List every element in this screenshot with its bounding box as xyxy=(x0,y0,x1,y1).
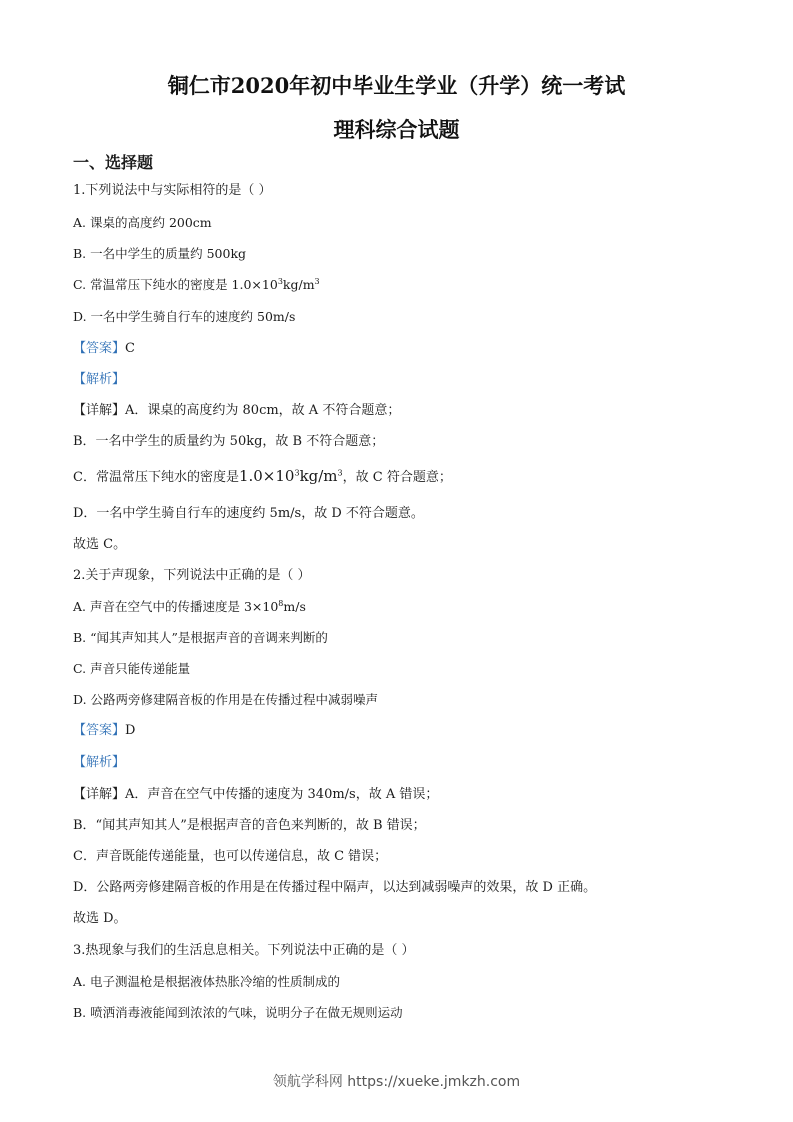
footer-watermark: 领航学科网 https://xueke.jmkzh.com xyxy=(272,1074,521,1090)
q3-stem: 3.热现象与我们的生活息息相关。下列说法中正确的是（ ） xyxy=(73,943,415,958)
q3-option-b: B. 喷洒消毒液能闻到浓浓的气味，说明分子在做无规则运动 xyxy=(73,1005,403,1020)
answer-label: 【答案】 xyxy=(73,341,126,356)
q1-option-c-text: C. 常温常压下纯水的密度是 1.0×10 xyxy=(73,277,278,292)
q1-detail-b: B．一名中学生的质量约为 50kg，故 B 不符合题意； xyxy=(73,434,385,449)
q2-analysis-label: 【解析】 xyxy=(73,755,126,770)
q1-detail-a: 【详解】A．课桌的高度约为 80cm，故 A 不符合题意； xyxy=(73,403,401,418)
answer-value: D xyxy=(125,723,136,738)
q2-detail-c: C．声音既能传递能量，也可以传递信息，故 C 错误； xyxy=(73,849,388,864)
q1-option-c-exponent: 3 xyxy=(277,276,283,286)
q2-option-a xyxy=(73,598,306,616)
q3-option-a: A. 电子测温枪是根据液体热胀冷缩的性质制成的 xyxy=(73,974,340,989)
q1-detail-c-exponent: 3 xyxy=(294,468,300,478)
q2-option-b: B. “闻其声知其人”是根据声音的音调来判断的 xyxy=(73,630,328,645)
exam-subtitle: 理科综合试题 xyxy=(333,117,460,142)
q1-option-c-unit: kg/m xyxy=(282,277,315,292)
q1-conclusion: 故选 C。 xyxy=(73,537,127,552)
q2-stem: 2.关于声现象，下列说法中正确的是（ ） xyxy=(73,568,311,583)
q1-option-d: D. 一名中学生骑自行车的速度约 50m/s xyxy=(73,309,296,324)
exam-title: 铜仁市2020年初中毕业生学业（升学）统一考试 xyxy=(167,73,626,98)
q2-detail-d: D．公路两旁修建隔音板的作用是在传播过程中隔声，以达到减弱噪声的效果，故 D 正确。 xyxy=(73,880,597,895)
q2-option-c: C. 声音只能传递能量 xyxy=(73,661,191,676)
q1-option-c-unit-exponent: 3 xyxy=(314,276,320,286)
q1-detail-c-formula: 1.0×10 xyxy=(238,467,295,485)
answer-value: C xyxy=(125,341,135,356)
q1-detail-c-unit-exponent: 3 xyxy=(337,468,343,478)
q1-answer xyxy=(73,340,135,358)
q1-detail-c-tail: ，故 C 符合题意； xyxy=(342,470,452,485)
answer-label: 【答案】 xyxy=(73,723,126,738)
q1-option-a: A. 课桌的高度约 200cm xyxy=(73,215,212,230)
q1-option-b: B. 一名中学生的质量约 500kg xyxy=(73,246,247,261)
q1-analysis-label: 【解析】 xyxy=(73,372,126,387)
q1-stem: 1.下列说法中与实际相符的是（ ） xyxy=(73,183,272,198)
q1-detail-c-text: C．常温常压下纯水的密度是 xyxy=(73,470,239,485)
q1-option-c xyxy=(73,276,320,294)
q2-answer xyxy=(73,722,135,740)
q2-option-a-text: A. 声音在空气中的传播速度是 3×10 xyxy=(73,599,279,614)
q1-detail-d: D．一名中学生骑自行车的速度约 5m/s，故 D 不符合题意。 xyxy=(73,506,424,521)
q1-detail-c-unit: kg/m xyxy=(299,467,338,485)
q2-option-a-exponent: 8 xyxy=(278,598,284,608)
q2-detail-a: 【详解】A．声音在空气中传播的速度为 340m/s，故 A 错误； xyxy=(73,787,439,802)
q2-detail-b: B．“闻其声知其人”是根据声音的音色来判断的，故 B 错误； xyxy=(73,818,426,833)
section-heading: 一、选择题 xyxy=(73,153,154,172)
q2-conclusion: 故选 D。 xyxy=(73,911,127,926)
q2-option-d: D. 公路两旁修建隔音板的作用是在传播过程中减弱噪声 xyxy=(73,692,379,707)
q2-option-a-unit: m/s xyxy=(283,599,306,614)
q1-detail-c xyxy=(73,467,452,487)
